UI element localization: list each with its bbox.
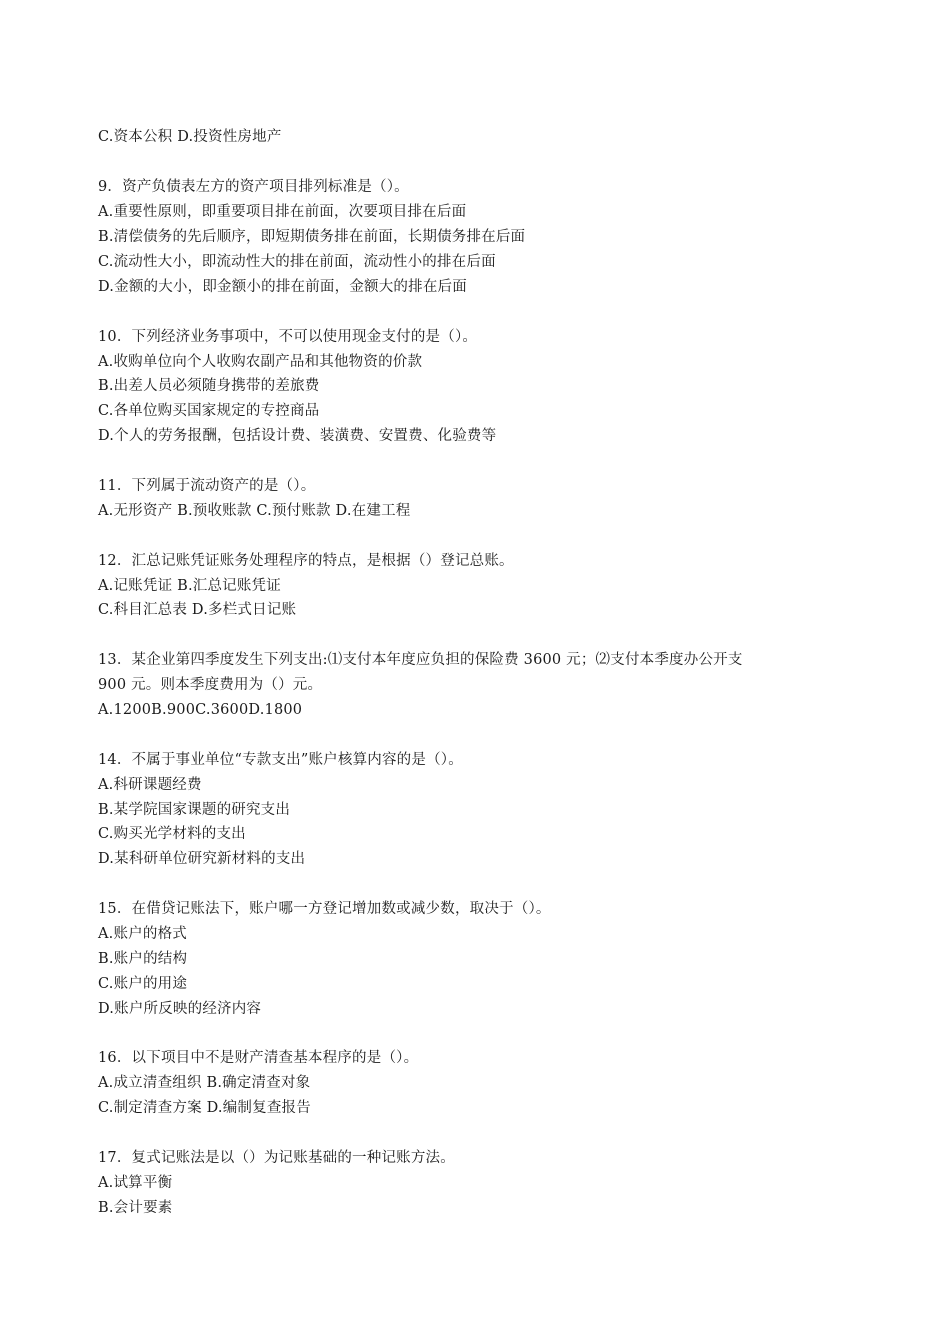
option-line: C.科目汇总表 D.多栏式日记账 <box>98 602 297 618</box>
option-line: A.试算平衡 <box>98 1175 173 1191</box>
option-line: D.账户所反映的经济内容 <box>98 1001 262 1017</box>
text-line: C.资本公积 D.投资性房地产 <box>98 129 282 145</box>
question-17: 17．复式记账法是以（）为记账基础的一种记账方法。 <box>98 1150 455 1166</box>
option-line: B.出差人员必须随身携带的差旅费 <box>98 378 320 394</box>
option-line: A.收购单位向个人收购农副产品和其他物资的价款 <box>98 354 423 370</box>
option-line: B.账户的结构 <box>98 951 188 967</box>
option-line: A.成立清查组织 B.确定清查对象 <box>98 1075 311 1091</box>
question-16: 16．以下项目中不是财产清查基本程序的是（）。 <box>98 1050 419 1066</box>
option-line: D.某科研单位研究新材料的支出 <box>98 851 306 867</box>
question-12: 12．汇总记账凭证账务处理程序的特点，是根据（）登记总账。 <box>98 553 514 569</box>
option-line: D.个人的劳务报酬，包括设计费、装潢费、安置费、化验费等 <box>98 428 497 444</box>
option-line: C.账户的用途 <box>98 976 188 992</box>
option-line: A.科研课题经费 <box>98 777 202 793</box>
option-line: B.某学院国家课题的研究支出 <box>98 802 291 818</box>
option-line: D.金额的大小，即金额小的排在前面，金额大的排在后面 <box>98 279 467 295</box>
option-line: B.会计要素 <box>98 1200 173 1216</box>
option-line: A.记账凭证 B.汇总记账凭证 <box>98 578 281 594</box>
option-line: C.购买光学材料的支出 <box>98 826 246 842</box>
question-13: 13．某企业第四季度发生下列支出:⑴支付本年度应负担的保险费 3600 元；⑵支付本季度办公开支 <box>98 652 743 668</box>
option-line: C.制定清查方案 D.编制复查报告 <box>98 1100 311 1116</box>
option-line: A.1200B.900C.3600D.1800 <box>98 702 303 718</box>
option-line: A.无形资产 B.预收账款 C.预付账款 D.在建工程 <box>98 503 411 519</box>
option-line: C.各单位购买国家规定的专控商品 <box>98 403 320 419</box>
question-11: 11．下列属于流动资产的是（）。 <box>98 478 316 494</box>
question-13-continued: 900 元。则本季度费用为（）元。 <box>98 677 323 693</box>
question-15: 15．在借贷记账法下，账户哪一方登记增加数或减少数，取决于（）。 <box>98 901 551 917</box>
option-line: A.账户的格式 <box>98 926 187 942</box>
option-line: B.清偿债务的先后顺序，即短期债务排在前面，长期债务排在后面 <box>98 229 526 245</box>
option-line: C.流动性大小，即流动性大的排在前面，流动性小的排在后面 <box>98 254 496 270</box>
question-10: 10．下列经济业务事项中，不可以使用现金支付的是（）。 <box>98 329 478 345</box>
option-line: A.重要性原则，即重要项目排在前面，次要项目排在后面 <box>98 204 467 220</box>
question-14: 14．不属于事业单位“专款支出”账户核算内容的是（）。 <box>98 752 463 768</box>
question-9: 9．资产负债表左方的资产项目排列标准是（）。 <box>98 179 409 195</box>
